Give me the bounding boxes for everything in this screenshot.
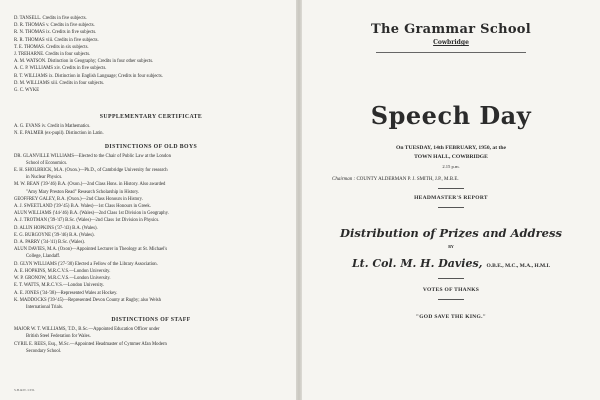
staff-entry: British Steel Federation for Wales. — [26, 334, 91, 340]
certificate-entry: G. C. WYKE — [14, 88, 40, 94]
old-boy-entry: W. P. GRONOW, M.R.C.V.S.—London University. — [14, 276, 111, 282]
old-boy-entry: GEOFFREY GALEY, B.A. (Oxon.)—2nd Class Honours in History. — [14, 196, 143, 202]
old-boy-entry: in Nuclear Physics. — [26, 175, 63, 181]
staff-entry: CYRIL E. REES, Esq., M.Sc.—Appointed Headmaster of Cymmer Afan Modern — [14, 341, 167, 347]
event-venue: TOWN HALL, COWBRIDGE — [414, 154, 488, 160]
divider — [438, 207, 464, 208]
divider — [376, 52, 526, 53]
old-boy-entry: International Trials. — [26, 304, 63, 310]
event-time: 2.15 p.m. — [442, 164, 460, 169]
certificate-entry: B. T. WILLIAMS ix. Distinction in English Language; Credits in four subjects. — [14, 73, 163, 79]
old-boy-entry: K. MADDOCKS ('39-'45)—Represented Devon County at Rugby; also Welsh — [14, 297, 161, 303]
old-boy-entry: School of Economics. — [26, 160, 68, 166]
old-boy-entry: DR. GLANVILLE WILLIAMS—Elected to the Chair of Public Law at the London — [14, 153, 171, 159]
supplementary-certificate-heading: SUPPLEMENTARY CERTIFICATE — [99, 114, 203, 121]
divider — [438, 278, 464, 279]
old-boys-list — [14, 153, 288, 311]
old-boy-entry: A. J. TROTMAN ('39-'47) B.Sc. (Wales)—2nd Class 1st Division in Physics. — [14, 218, 160, 224]
divider — [438, 188, 464, 189]
event-details — [310, 144, 592, 171]
certificate-entry: A. C. P. WILLIAMS xiv. Credits in five subjects. — [14, 66, 107, 72]
chairman-name: COUNTY ALDERMAN P. J. SMITH, J.P., M.B.E. — [356, 177, 459, 182]
headmaster-report: HEADMASTER'S REPORT — [414, 195, 488, 201]
old-boy-entry: E. G. BURGOYNE ('39-'46) B.A. (Wales). — [14, 232, 95, 238]
chairman-label: Chairman : — [332, 177, 356, 182]
old-boys-heading: DISTINCTIONS OF OLD BOYS — [104, 143, 198, 150]
supplementary-entry: A. G. EVANS iv. Credit in Mathematics. — [14, 124, 91, 130]
old-boy-entry: D. ALUN HOPKINS ('37-'43) B.A. (Wales). — [14, 225, 98, 231]
printer-mark: S.B.&W. LTD. — [14, 388, 35, 392]
speaker-name: Lt. Col. M. H. Davies, — [351, 257, 483, 270]
staff-entry: MAJOR W. T. WILLIAMS, T.D., B.Sc.—Appointed Education Officer under — [14, 327, 160, 333]
certificate-entry: R. R. THOMAS viii. Credits in five subjects. — [14, 37, 99, 43]
speaker-line — [310, 254, 592, 272]
old-boy-entry: ALUN WILLIAMS ('44-'46) B.A. (Wales)—2nd Class 1st Division in Geography. — [14, 211, 169, 217]
staff-heading: DISTINCTIONS OF STAFF — [111, 317, 191, 324]
right-page — [302, 0, 600, 400]
certificate-entry: J. TREHARNE. Credits in four subjects. — [14, 52, 91, 58]
old-boy-entry: D. A. PARRY ('34-'41) B.Sc. (Wales). — [14, 240, 86, 246]
certificate-entry: D. M. WILLIAMS xiii. Credits in four subjects. — [14, 80, 105, 86]
by-label: BY — [448, 244, 454, 249]
old-boy-entry: A. E. HOPKINS, M.R.C.V.S.—London University. — [14, 268, 111, 274]
left-page — [0, 0, 296, 400]
school-name: The Grammar School — [370, 22, 532, 37]
certificate-entry: D. R. THOMAS v. Credits in five subjects. — [14, 23, 95, 29]
staff-list — [14, 326, 288, 355]
old-boy-entry: "Amy Mary Preston Read" Research Scholarship in History. — [26, 189, 140, 195]
old-boy-entry: D. GLYN WILLIAMS ('27-'30) Elected a Fellow of the Library Association. — [14, 261, 158, 267]
supplementary-list — [14, 123, 288, 137]
divider — [438, 299, 464, 300]
votes-of-thanks: VOTES OF THANKS — [422, 287, 480, 293]
certificate-entry: T. E. THOMAS. Credits in six subjects. — [14, 44, 89, 50]
old-boy-entry: E. T. WATTS, M.R.C.V.S.—London University. — [14, 283, 105, 289]
certificate-entry: D. TANSELL. Credits in five subjects. — [14, 16, 87, 21]
old-boy-entry: A. E. JONES ('34-'38)—Represented Wales at Hockey. — [14, 290, 118, 296]
certificate-entry: R. N. THOMAS ix. Credits in five subjects. — [14, 30, 97, 36]
old-boy-entry: A. J. SWEETLAND ('39-'45) B.A. Wales)—1st Class Honours in Greek. — [14, 204, 151, 210]
distribution-heading: Distribution of Prizes and Address — [340, 226, 562, 240]
event-title: Speech Day — [370, 101, 532, 130]
old-boy-entry: M. W. BEAN ('39-'46) B.A. (Oxon.)—2nd Class Hons. in History. Also awarded — [14, 182, 166, 188]
old-boy-entry: College, Llandaff. — [26, 254, 61, 260]
supplementary-entry: N. E. PALMER (ex-pupil). Distinction in Latin. — [14, 131, 104, 137]
chairman-line — [332, 177, 592, 182]
certificate-list — [14, 15, 288, 94]
school-location: Cowbridge — [433, 39, 469, 46]
staff-entry: Secondary School. — [26, 348, 62, 354]
event-date: On TUESDAY, 14th FEBRUARY, 1950, at the — [396, 145, 506, 151]
certificate-entry: A. M. WATSON. Distinction in Geography; Credits in four other subjects. — [14, 59, 154, 65]
speaker-qualifications: O.B.E., M.C., M.A., H.M.I. — [486, 263, 551, 269]
national-anthem: "GOD SAVE THE KING." — [415, 314, 487, 320]
old-boy-entry: E. H. SHOLBRICK, M.A. (Oxon.)—Ph.D., of Cambridge University for research — [14, 168, 168, 174]
old-boy-entry: ALUN DAVIES, M.A. (Oxon)—Appointed Lecturer in Theology at St. Michael's — [14, 247, 168, 253]
